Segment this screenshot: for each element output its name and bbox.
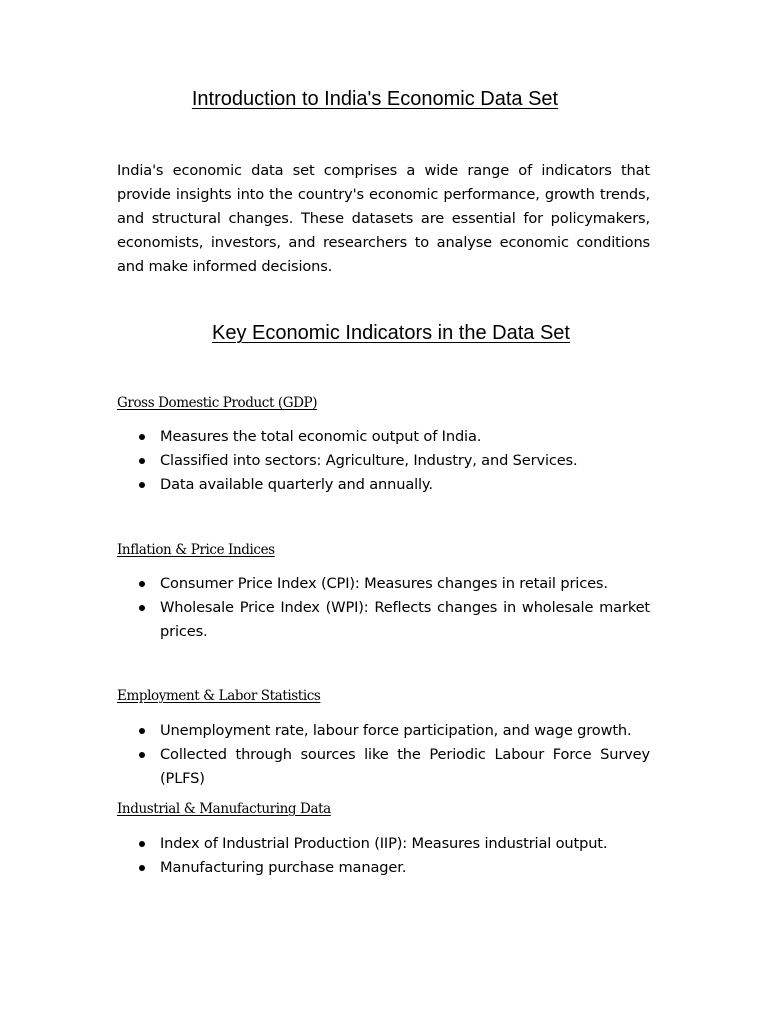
list-item	[117, 596, 650, 644]
industrial-bullet-list	[117, 832, 650, 880]
list-item-text: Index of Industrial Production (IIP): Measures industrial output.	[160, 835, 608, 852]
list-item	[117, 743, 650, 791]
bullet-icon	[139, 605, 145, 611]
page-title-text: Introduction to India's Economic Data Set	[191, 88, 559, 110]
list-item	[117, 719, 650, 743]
industrial-heading: Industrial & Manufacturing Data	[117, 801, 331, 817]
bullet-icon	[139, 434, 145, 440]
bullet-icon	[139, 728, 145, 734]
gdp-heading: Gross Domestic Product (GDP)	[117, 395, 318, 411]
list-item	[117, 473, 650, 497]
intro-paragraph: India's economic data set comprises a wide range of indicators that provide insights into the country's economic performance, growth trends, and structural changes. These datasets are essential for policymakers, economists, investors, and researchers to analyse economic conditions and make informed decisions.	[117, 162, 650, 275]
bullet-icon	[139, 458, 145, 464]
list-item-text: Collected through sources like the Periodic Labour Force Survey (PLFS)	[160, 746, 650, 787]
list-item	[117, 832, 650, 856]
employment-heading: Employment & Labor Statistics	[117, 688, 321, 704]
inflation-heading: Inflation & Price Indices	[117, 542, 275, 558]
list-item-text: Unemployment rate, labour force participation, and wage growth.	[160, 722, 632, 739]
list-item	[117, 425, 650, 449]
list-item-text: Wholesale Price Index (WPI): Reflects changes in wholesale market prices.	[160, 599, 650, 640]
list-item-text: Manufacturing purchase manager.	[160, 859, 407, 876]
list-item	[117, 856, 650, 880]
section-heading	[7, 322, 768, 345]
list-item-text: Data available quarterly and annually.	[160, 476, 433, 493]
list-item-text: Measures the total economic output of India.	[160, 428, 482, 445]
list-item	[117, 449, 650, 473]
list-item-text: Classified into sectors: Agriculture, Industry, and Services.	[160, 452, 578, 469]
bullet-icon	[139, 841, 145, 847]
page-title	[0, 88, 759, 111]
bullet-icon	[139, 752, 145, 758]
list-item-text: Consumer Price Index (CPI): Measures changes in retail prices.	[160, 575, 608, 592]
section-heading-text: Key Economic Indicators in the Data Set	[212, 322, 570, 344]
bullet-icon	[139, 482, 145, 488]
bullet-icon	[139, 865, 145, 871]
inflation-bullet-list	[117, 572, 650, 644]
list-item	[117, 572, 650, 596]
employment-bullet-list	[117, 719, 650, 791]
bullet-icon	[139, 581, 145, 587]
gdp-bullet-list	[117, 425, 650, 497]
